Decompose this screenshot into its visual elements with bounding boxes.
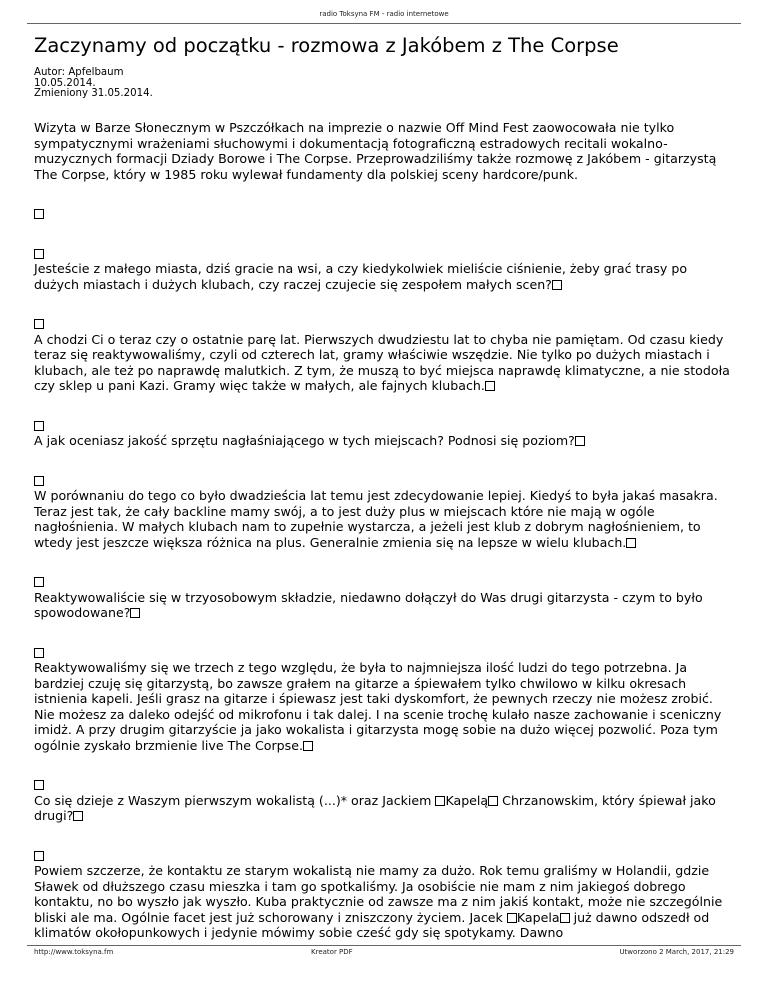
missing-glyph-icon xyxy=(34,648,44,658)
missing-glyph-icon xyxy=(435,796,445,806)
modified-date: Zmieniony 31.05.2014. xyxy=(34,88,153,99)
header-divider xyxy=(27,23,741,24)
missing-glyph-icon xyxy=(507,913,517,923)
missing-glyph-icon xyxy=(303,741,313,751)
missing-glyph-icon xyxy=(73,811,83,821)
missing-glyph-icon xyxy=(488,796,498,806)
article-meta xyxy=(34,68,153,100)
missing-glyph-icon xyxy=(34,421,44,431)
missing-glyph-icon xyxy=(34,780,44,790)
answer-paragraph xyxy=(34,848,734,941)
footer-divider xyxy=(27,945,741,946)
missing-glyph-icon xyxy=(34,209,44,219)
missing-glyph-icon xyxy=(130,608,140,618)
question-paragraph xyxy=(34,246,734,293)
answer-paragraph xyxy=(34,645,734,754)
answer-text: już dawno odszedł od klimatów okołopunkowych i jedynie mówimy sobie cześć gdy się spotykamy. Dawno xyxy=(34,909,710,940)
question-nickname: Kapelą xyxy=(445,792,489,808)
footer-created: Utworzono 2 March, 2017, 21:29 xyxy=(619,948,734,956)
missing-glyph-icon xyxy=(34,476,44,486)
missing-glyph-icon xyxy=(34,249,44,259)
page-header: radio Toksyna FM - radio internetowe xyxy=(319,10,449,18)
question-paragraph xyxy=(34,574,734,621)
answer-nickname: Kapela xyxy=(516,909,560,925)
answer-text: A chodzi Ci o teraz czy o ostatnie parę lat. Pierwszych dwudziestu lat to chyba nie pamiętam. Od czasu kiedy teraz się reaktywowaliśmy, czyli od czterech lat, gramy właściwie wszędzie. Nie tylko po dużych miastach i klubach, ale też po naprawdę malutkich. Z tym, że muszą to być miejsca naprawdę klimatyczne, a nie stodoła czy sklep u pani Kazi. Gramy więc także w małych, ale fajnych klubach. xyxy=(34,331,730,393)
article-body xyxy=(34,120,734,941)
author-line: Autor: Apfelbaum xyxy=(34,67,124,78)
intro-paragraph: Wizyta w Barze Słonecznym w Pszczółkach na imprezie o nazwie Off Mind Fest zaowocowała nie tylko sympatycznymi wrażeniami słuchowymi i dokumentacją fotograficzną estradowych recitali wokalno-muzycznych formacji Dziady Borowe i The Corpse. Przeprowadziliśmy także rozmowę z Jakóbem - gitarzystą The Corpse, który w 1985 roku wylewał fundamenty dla polskiej sceny hardcore/punk. xyxy=(34,120,717,182)
missing-glyph-icon xyxy=(560,913,570,923)
missing-glyph-icon xyxy=(34,319,44,329)
footer-generator: Kreator PDF xyxy=(311,948,353,956)
question-text: Chrzanowskim, który śpiewał jako drugi? xyxy=(34,792,716,823)
answer-text: Powiem szczerze, że kontaktu ze starym wokalistą nie mamy za dużo. Rok temu graliśmy w Holandii, gdzie Sławek od dłuższego czasu mieszka i tam go spotkaliśmy. Ja osobiście nie mam z nim jakiegoś dobrego kontaktu, no bo wyszło jak wyszło. Kuba praktycznie od zawsze ma z nim jakiś kontakt, może nie szczególnie bliski ale ma. Ogólnie facet jest już schorowany i zniszczony życiem. Jacek xyxy=(34,863,723,925)
question-text: Reaktywowaliście się w trzyosobowym składzie, niedawno dołączył do Was drugi gitarzysta - czym to było spowodowane? xyxy=(34,589,703,620)
missing-glyph-icon xyxy=(575,436,585,446)
answer-paragraph xyxy=(34,316,734,394)
question-text: A jak oceniasz jakość sprzętu nagłaśniającego w tych miejscach? Podnosi się poziom? xyxy=(34,433,575,448)
publish-date: 10.05.2014. xyxy=(34,77,96,89)
spacer-block xyxy=(34,206,734,222)
footer-url: http://www.toksyna.fm xyxy=(34,948,114,956)
missing-glyph-icon xyxy=(34,851,44,861)
question-paragraph xyxy=(34,777,734,824)
answer-paragraph xyxy=(34,473,734,551)
question-text: Co się dzieje z Waszym pierwszym wokalistą (...)* oraz Jackiem xyxy=(34,792,436,808)
article-title: Zaczynamy od początku - rozmowa z Jakóbem z The Corpse xyxy=(34,34,619,57)
question-text: Jesteście z małego miasta, dziś gracie na wsi, a czy kiedykolwiek mieliście ciśnienie, żeby grać trasy po dużych miastach i dużych klubach, czy raczej czujecie się zespołem małych scen? xyxy=(34,261,688,292)
missing-glyph-icon xyxy=(485,381,495,391)
missing-glyph-icon xyxy=(626,538,636,548)
missing-glyph-icon xyxy=(552,280,562,290)
question-paragraph xyxy=(34,418,734,449)
answer-text: Reaktywowaliśmy się we trzech z tego względu, że była to najmniejsza ilość ludzi do tego potrzebna. Ja bardziej czuję się gitarzystą, bo zawsze grałem na gitarze a śpiewałem tylko chwilowo w kilku okresach istnienia kapeli. Jeśli grasz na gitarze i śpiewasz jest taki dyskomfort, że pewnych rzeczy nie możesz zrobić. Nie możesz za daleko odejść od mikrofonu i tak dalej. I na scenie trochę kulało nasze zachowanie i sceniczny imidż. A przy drugim gitarzyście ja jako wokalista i gitarzysta mogę sobie na dużo więcej pozwolić. Poza tym ogólnie zyskało brzmienie live The Corpse. xyxy=(34,660,722,753)
missing-glyph-icon xyxy=(34,577,44,587)
answer-text: W porównaniu do tego co było dwadzieścia lat temu jest zdecydowanie lepiej. Kiedyś to była jakaś masakra. Teraz jest tak, że cały backline mamy swój, a to jest duży plus w miejscach które nie mają w ogóle nagłośnienia. W małych klubach nam to zupełnie wystarcza, a jeżeli jest klub z dobrym nagłośnieniem, to wtedy jest jeszcze większa różnica na plus. Generalnie zmienia się na lepsze w wielu klubach. xyxy=(34,488,718,550)
